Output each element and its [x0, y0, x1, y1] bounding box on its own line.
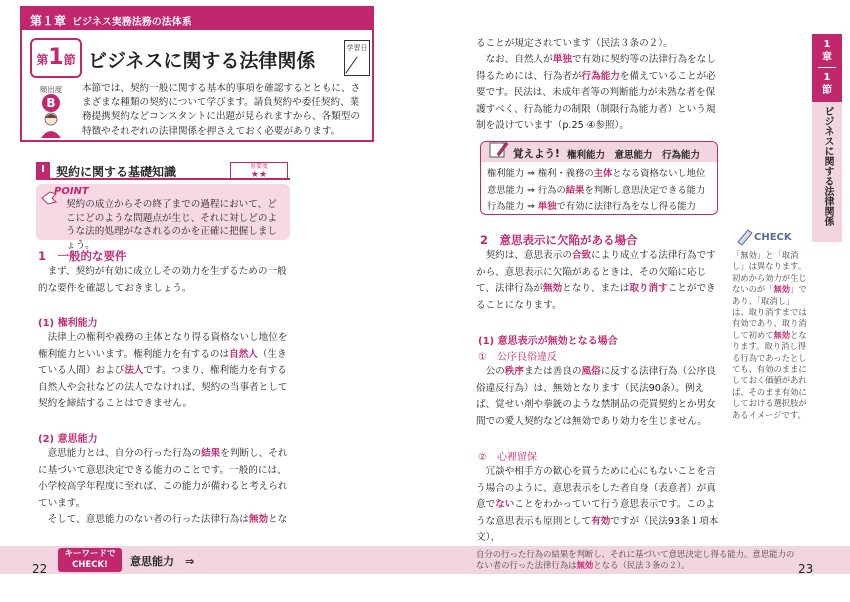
- keyword-rescind: 取り消す: [629, 283, 668, 294]
- paragraph-continued: ることが規定されています（民法３条の２）。: [476, 38, 673, 49]
- keyword-void: 無効: [542, 283, 563, 294]
- heading-legal-capacity: (1) 権利能力: [38, 318, 98, 329]
- study-date-label: 学習日: [346, 44, 368, 52]
- section-intro: 本節では、契約一般に関する基本的事項を確認するとともに、さまざまな種類の契約について学びます。請負契約や委任契約、業務提携契約などコンスタントに出題が見られますから、各類型の特徴やそれぞれの法律関係を押さえておく必要があります。: [82, 83, 361, 137]
- remember-box: [480, 141, 718, 215]
- paragraph-mental-reservation: 冗談や相手方の歓心を買うために心にもないことを言う場合のように、意思表示をした者自身（表意者）が真意でないことをわかっていて行う意思表示です。このような意思表示も原則として有効ですが（民法93条１項本文）、: [476, 466, 719, 543]
- pen-check-icon: [736, 228, 756, 246]
- paragraph-general: まず、契約が有効に成立しその効力を生ずるための一般的な要件を確認しておきましょう。: [38, 266, 287, 294]
- importance-box: [230, 162, 288, 180]
- keyword-check-badge: キーワードで CHECK!: [58, 548, 122, 572]
- pencil-note-icon: [487, 138, 509, 160]
- paragraph-defective-intent: 契約は、意思表示の合致により成立する法律行為ですから、意思表示に欠陥があるときは、その欠陥に応じて、法律行為が無効となり、または取り消すことができることになります。: [476, 250, 716, 311]
- keyword-alone: 単独: [552, 54, 572, 65]
- point-label: POINT: [54, 186, 89, 197]
- importance-label: 重要度: [249, 163, 268, 170]
- section-title: ビジネスに関する法律関係: [88, 50, 316, 72]
- heading-mental-reservation: ② 心裡留保: [478, 452, 537, 463]
- remember-header: [481, 142, 717, 162]
- paragraph-capacity-to-act: なお、自然人が単独で有効に契約等の法律行為をなし得るためには、行為者が行為能力を備えていることが必要です。民法は、未成年者等の判断能力が未熟な者を保護すべく、行為能力の制限（制限行為能力者）という規制を設けています（p.25 ④参照）。: [476, 54, 716, 131]
- keyword-legal-entity: 法人: [124, 365, 144, 376]
- instructor-icon: [36, 110, 66, 138]
- page-number-right: 23: [798, 562, 814, 576]
- remember-label: 覚えよう!: [513, 148, 560, 160]
- paragraph-legal-capacity: 法律上の権利や義務の主体となり得る資格ないし地位を権利能力といいます。権利能力を有するのは自然人（生きている人間）および法人です。つまり、権利能力を有する自然人や会社などの法人でなければ、契約の当事者として契約を締結することはできません。: [38, 332, 288, 409]
- remember-terms: 権利能力 意思能力 行為能力: [567, 150, 701, 161]
- remember-item: 権利能力 ⇒ 権利・義務の主体となる資格ないし地位: [487, 168, 706, 179]
- section-heading-title: 契約に関する基礎知識: [56, 165, 177, 179]
- paragraph-mental-capacity: 意思能力とは、自分の行った行為の結果を判断し、それに基づいて意思決定できる能力のことです。一般的には、小学校高学年程度に至れば、この能力が備わると考えられています。: [38, 448, 288, 509]
- side-tab-section: 1 節: [822, 72, 832, 96]
- side-tab-divider: [818, 67, 836, 68]
- heading-general-requirements: 1 一般的な要件: [38, 249, 127, 263]
- importance-stars: ★★: [250, 170, 268, 180]
- chapter-side-tab[interactable]: [812, 34, 842, 102]
- section-heading-number: Ⅰ: [36, 162, 50, 178]
- frequency-grade-badge: B: [42, 94, 60, 112]
- point-text: 契約の成立からその終了までの過程において、どこにどのような問題点が生じ、それに対しどのような法的処理がなされるのかを正確に把握しましょう。: [66, 199, 278, 251]
- study-date-slash: [345, 57, 357, 74]
- check-note: 「無効」と「取消し」は異なります。初めから効力が生じないのが「無効」であり、「取消し」は、取り消すまでは有効であり、取り消して初めて無効となります。取り消し得る行為であったとしても、有効のままにしておく価値があれば、そのまま有効にしておける選択肢があるイメージです。: [732, 250, 807, 420]
- chapter-label: 第１章: [30, 14, 67, 28]
- point-box: [36, 184, 290, 251]
- side-tab-chapter: 1 章: [822, 39, 832, 63]
- paragraph-public-order: 公の秩序または善良の風俗に反する法律行為（公序良俗違反行為）は、無効となります（民法90条）。例えば、覚せい剤や拳銃のような禁制品の売買契約とか男女間での愛人契約などは無効であり効力を生じません。: [476, 366, 716, 427]
- keyword-term: 意思能力 ⇒: [130, 555, 195, 568]
- chapter-bar: [22, 8, 372, 30]
- remember-item: 意思能力 ⇒ 行為の結果を判断し意思決定できる能力: [487, 184, 706, 196]
- keyword-natural-person: 自然人: [229, 348, 258, 360]
- check-label: CHECK: [754, 232, 792, 243]
- keyword-agreement: 合致: [571, 250, 592, 261]
- remember-item: 行為能力 ⇒ 単独で有効に法律行為をなし得る能力: [487, 201, 696, 212]
- heading-defective-intent: 2 意思表示に欠陥がある場合: [480, 233, 638, 247]
- section-header-box: [20, 6, 374, 142]
- keyword-morals: 風俗: [581, 366, 601, 377]
- paragraph-invalid-act: そして、意思能力のない者の行った法律行為は無効とな: [47, 514, 288, 525]
- heading-public-order: ① 公序良俗違反: [478, 352, 557, 363]
- study-date-box[interactable]: [344, 40, 370, 76]
- chapter-subtitle: ビジネス実務法務の法体系: [72, 17, 192, 28]
- side-tab-title: ビジネスに関する法律関係: [822, 106, 833, 226]
- keyword-answer: 自分の行った行為の結果を判断し、それに基づいて意思決定し得る能力。意思能力のない者の行った法律行為は無効となる（民法３条の２）。: [476, 549, 795, 570]
- keyword-not: ない: [495, 499, 515, 510]
- keyword-order: 秩序: [504, 366, 524, 377]
- heading-void-intent: (1) 意思表示が無効となる場合: [478, 336, 618, 347]
- frequency-label: 頻出度: [39, 85, 63, 94]
- heading-mental-capacity: (2) 意思能力: [38, 434, 98, 445]
- frequency-box: [28, 84, 74, 140]
- keyword-valid: 有効: [591, 515, 611, 527]
- keyword-capacity-to-act: 行為能力: [581, 70, 620, 82]
- section-number-badge: 第1節: [30, 38, 82, 78]
- keyword-invalid: 無効: [248, 514, 269, 525]
- remember-list: [487, 166, 705, 216]
- page-number-left: 22: [32, 562, 48, 576]
- keyword-result: 結果: [201, 448, 221, 459]
